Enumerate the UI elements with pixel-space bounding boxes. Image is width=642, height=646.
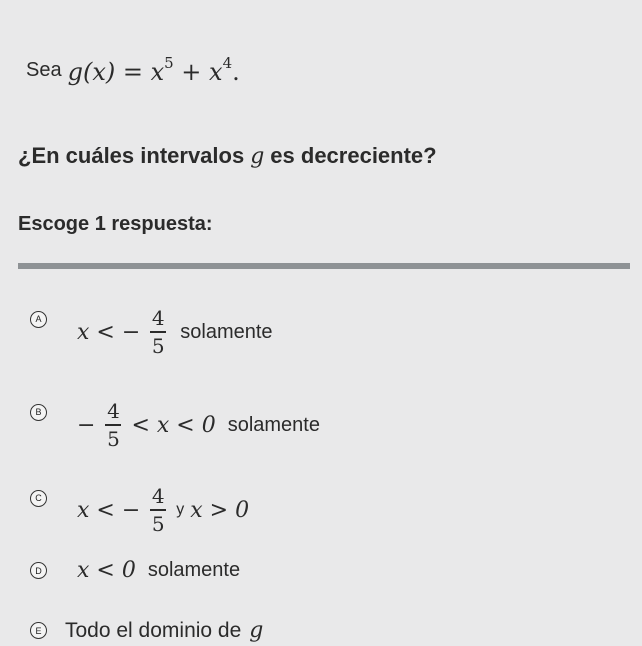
question-function-symbol: g <box>250 143 265 169</box>
choice-b-denominator: 5 <box>107 427 120 451</box>
choice-b-tail: solamente <box>227 413 320 436</box>
choice-a-lhs: x < − <box>77 319 141 345</box>
question-part1: ¿En cuáles intervalos <box>18 143 245 168</box>
choice-d[interactable] <box>30 558 244 583</box>
choice-e-text: Todo el dominio de <box>65 618 242 642</box>
choice-d-content <box>73 558 244 583</box>
function-lhs: g(x) = x <box>67 58 165 86</box>
choice-a-radio[interactable]: A <box>30 311 47 328</box>
fraction-bar <box>105 424 121 426</box>
choice-a-tail: solamente <box>180 320 273 343</box>
choice-e-function-symbol: g <box>249 618 264 643</box>
choice-c-conjunction: y <box>176 501 185 518</box>
statement-period: . <box>232 58 240 86</box>
choice-b-numerator: 4 <box>107 399 120 423</box>
choice-c-lhs: x < − <box>77 497 141 523</box>
answer-prompt: Escoge 1 respuesta: <box>18 213 213 235</box>
fraction-bar <box>150 331 166 333</box>
choice-a-numerator: 4 <box>151 306 165 330</box>
exponent-1: 5 <box>164 54 174 72</box>
choice-a-content <box>73 308 277 356</box>
problem-statement <box>18 54 240 86</box>
choice-c-fraction <box>150 486 166 534</box>
choice-d-expr: x < 0 <box>77 558 136 583</box>
choice-b-content <box>73 401 324 449</box>
choice-e-content <box>65 618 267 643</box>
question-text <box>18 143 437 169</box>
choice-d-tail: solamente <box>147 559 241 581</box>
choice-a[interactable] <box>30 282 277 356</box>
choice-b-fraction <box>105 401 121 449</box>
exponent-2: 4 <box>222 54 233 72</box>
choice-d-radio[interactable]: D <box>30 562 47 579</box>
choice-c[interactable] <box>30 462 253 534</box>
statement-prefix: Sea <box>26 58 62 81</box>
choice-c-radio[interactable]: C <box>30 490 47 507</box>
function-definition <box>68 54 240 86</box>
choice-c-content <box>73 486 253 534</box>
divider <box>18 263 630 269</box>
choice-c-denominator: 5 <box>151 512 165 536</box>
choice-e-radio[interactable]: E <box>30 622 47 639</box>
fraction-bar <box>150 509 166 511</box>
choice-c-rhs: x > 0 <box>190 497 250 523</box>
choice-b-minus: − <box>77 412 96 438</box>
choice-a-denominator: 5 <box>151 334 165 358</box>
choice-a-fraction <box>150 308 166 356</box>
choice-e[interactable] <box>30 618 267 643</box>
choice-b-mid: < x < 0 <box>131 412 216 438</box>
choice-b-radio[interactable]: B <box>30 404 47 421</box>
question-part2: es decreciente? <box>270 143 437 168</box>
choice-b[interactable] <box>30 375 324 449</box>
function-plus-term: + x <box>173 58 223 86</box>
choice-c-numerator: 4 <box>151 484 165 508</box>
